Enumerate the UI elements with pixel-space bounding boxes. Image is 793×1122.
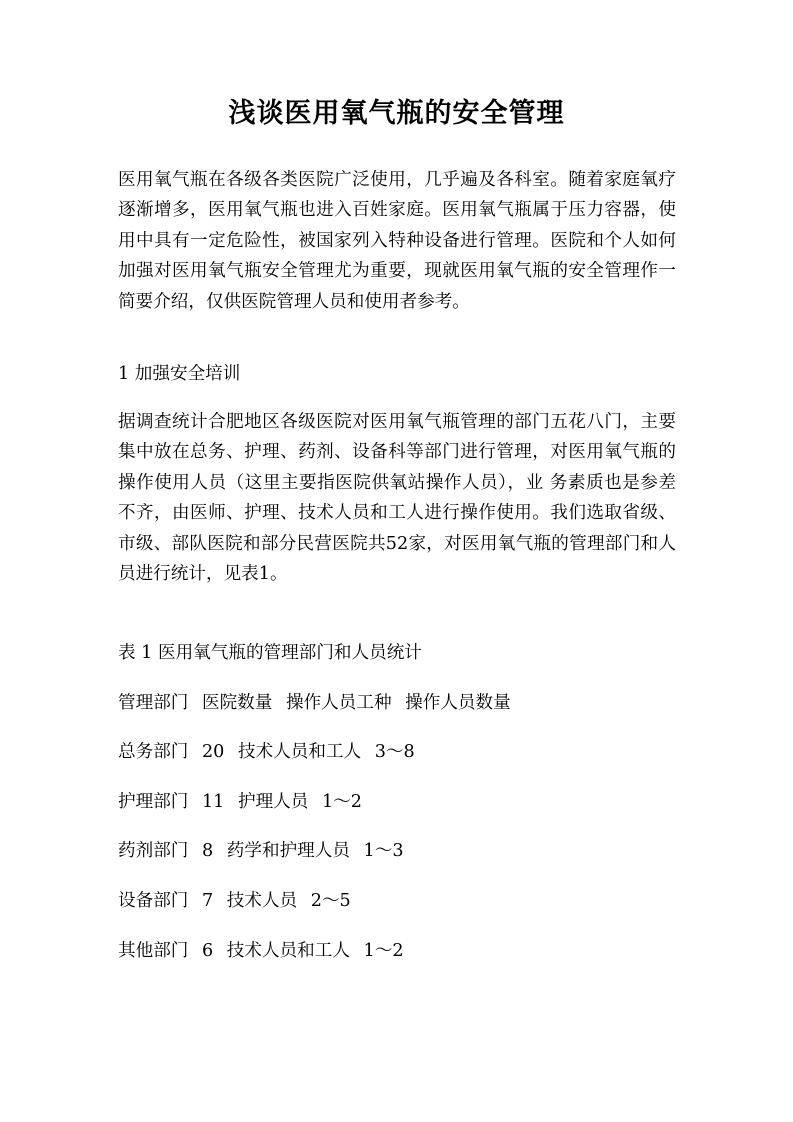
table-header-cell: 操作人员工种 [285, 693, 392, 713]
table-cell: 总务部门 [118, 742, 189, 762]
table-cell: 技术人员和工人 [226, 941, 350, 961]
table-header-row [118, 688, 511, 718]
table-cell: 1～2 [363, 941, 404, 961]
table-cell: 11 [201, 792, 225, 812]
table-cell: 3～8 [374, 742, 415, 762]
page-title: 浅谈医用氧气瓶的安全管理 [228, 98, 565, 129]
table-cell: 设备部门 [118, 891, 189, 911]
table-cell: 1～3 [363, 841, 404, 861]
table-caption: 表 1 医用氧气瓶的管理部门和人员统计 [118, 643, 422, 663]
table-row [118, 787, 362, 817]
table-cell: 药学和护理人员 [226, 841, 350, 861]
table-cell: 20 [201, 742, 225, 762]
intro-paragraph: 医用氧气瓶在各级各类医院广泛使用，几乎遍及各科室。随着家庭氧疗逐渐增多，医用氧气瓶也进入百姓家庭。医用氧气瓶属于压力容器，使用中具有一定危险性，被国家列入特种设备进行管理。医院和个人如何加强对医用氧气瓶安全管理尤为重要，现就医用氧气瓶的安全管理作一简要介绍，仅供医院管理人员和使用者参考。 [118, 170, 676, 312]
table-cell: 7 [201, 891, 214, 911]
table-cell: 8 [201, 841, 214, 861]
table-header-cell: 管理部门 [118, 693, 189, 713]
section-paragraph: 据调查统计合肥地区各级医院对医用氧气瓶管理的部门五花八门，主要集中放在总务、护理、药剂、设备科等部门进行管理，对医用氧气瓶的操作使用人员（这里主要指医院供氧站操作人员），业 务素质也是参差不齐，由医师、护理、技术人员和工人进行操作使用。我们选取省级、市级、部队医院和部分民营医院共52家，对医用氧气瓶的管理部门和人员进行统计，见表1。 [118, 412, 676, 585]
table-header-cell: 医院数量 [201, 693, 273, 713]
table-cell: 药剂部门 [118, 841, 189, 861]
table-cell: 护理部门 [118, 792, 189, 812]
table-cell: 2～5 [310, 891, 351, 911]
table-row [118, 836, 404, 866]
section-heading: 1 加强安全培训 [118, 364, 241, 384]
table-row [118, 737, 415, 767]
table-cell: 其他部门 [118, 941, 189, 961]
table-cell: 技术人员和工人 [237, 742, 362, 762]
table-cell: 1～2 [321, 792, 362, 812]
table-row [118, 886, 351, 916]
table-cell: 6 [201, 941, 214, 961]
table-cell: 护理人员 [237, 792, 309, 812]
table-cell: 技术人员 [226, 891, 298, 911]
table-header-cell: 操作人员数量 [405, 693, 511, 713]
table-row [118, 936, 404, 966]
